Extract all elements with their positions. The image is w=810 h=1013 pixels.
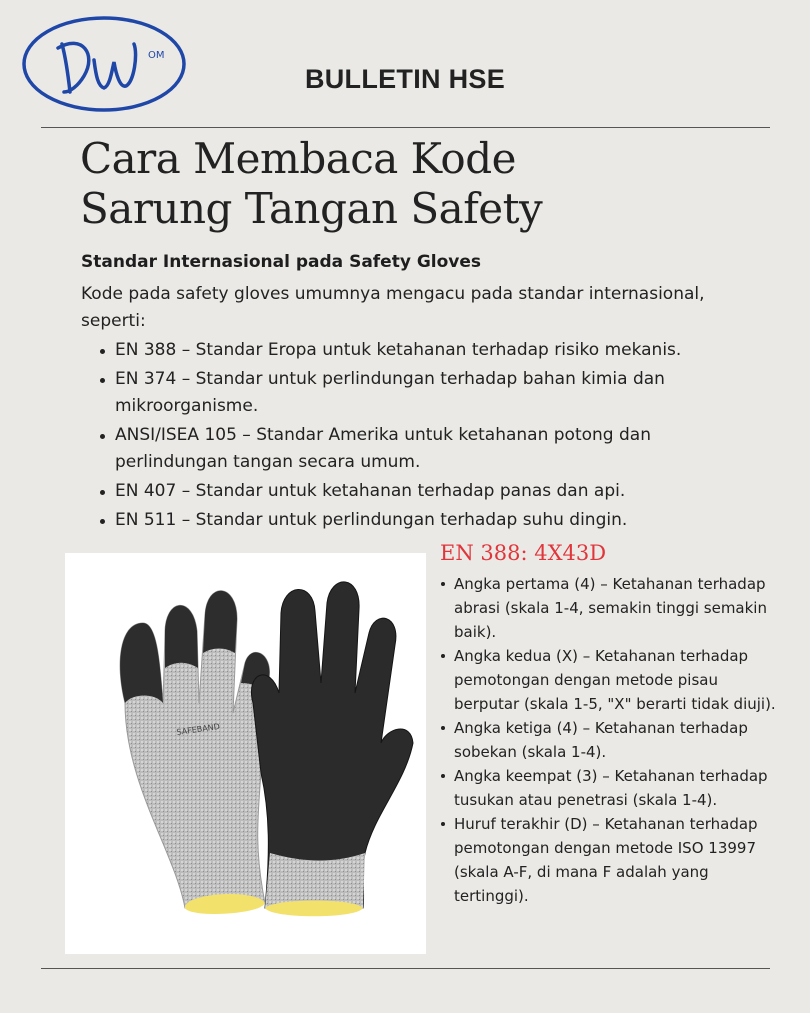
- logo-suffix: OM: [148, 50, 165, 61]
- list-item: EN 511 – Standar untuk perlindungan terhadap suhu dingin.: [98, 507, 738, 534]
- en388-code-title: EN 388: 4X43D: [440, 541, 607, 565]
- list-item: EN 388 – Standar Eropa untuk ketahanan terhadap risiko mekanis.: [98, 337, 738, 364]
- right-glove: [251, 582, 413, 916]
- article-title: [80, 134, 780, 234]
- title-line-1: Cara Membaca Kode: [80, 134, 516, 183]
- title-line-2: Sarung Tangan Safety: [80, 184, 543, 233]
- list-item: EN 374 – Standar untuk perlindungan terhadap bahan kimia dan mikroorganisme.: [98, 366, 738, 420]
- list-item: Angka pertama (4) – Ketahanan terhadap abrasi (skala 1-4, semakin tinggi semakin baik).: [440, 572, 785, 644]
- bulletin-header: BULLETIN HSE: [304, 64, 506, 94]
- divider-top: [41, 127, 770, 128]
- standards-list: [98, 337, 738, 536]
- intro-paragraph: Kode pada safety gloves umumnya mengacu pada standar internasional, seperti:: [81, 284, 705, 331]
- list-item: Angka keempat (3) – Ketahanan terhadap tusukan atau penetrasi (skala 1-4).: [440, 764, 785, 812]
- list-item: EN 407 – Standar untuk ketahanan terhadap panas dan api.: [98, 478, 738, 505]
- list-item: Angka kedua (X) – Ketahanan terhadap pemotongan dengan metode pisau berputar (skala 1-5, "X" berarti tidak diuji).: [440, 644, 785, 716]
- divider-bottom: [41, 968, 770, 969]
- left-glove: [120, 591, 269, 914]
- glove-brand-label: SAFEBAND: [176, 722, 221, 737]
- list-item: Angka ketiga (4) – Ketahanan terhadap sobekan (skala 1-4).: [440, 716, 785, 764]
- section-subtitle: Standar Internasional pada Safety Gloves: [81, 252, 482, 272]
- gloves-image: [65, 553, 426, 954]
- list-item: Huruf terakhir (D) – Ketahanan terhadap pemotongan dengan metode ISO 13997 (skala A-F, di mana F adalah yang tertinggi).: [440, 812, 785, 908]
- list-item: ANSI/ISEA 105 – Standar Amerika untuk ketahanan potong dan perlindungan tangan secara umum.: [98, 422, 738, 476]
- en388-explanation-list: [440, 572, 785, 908]
